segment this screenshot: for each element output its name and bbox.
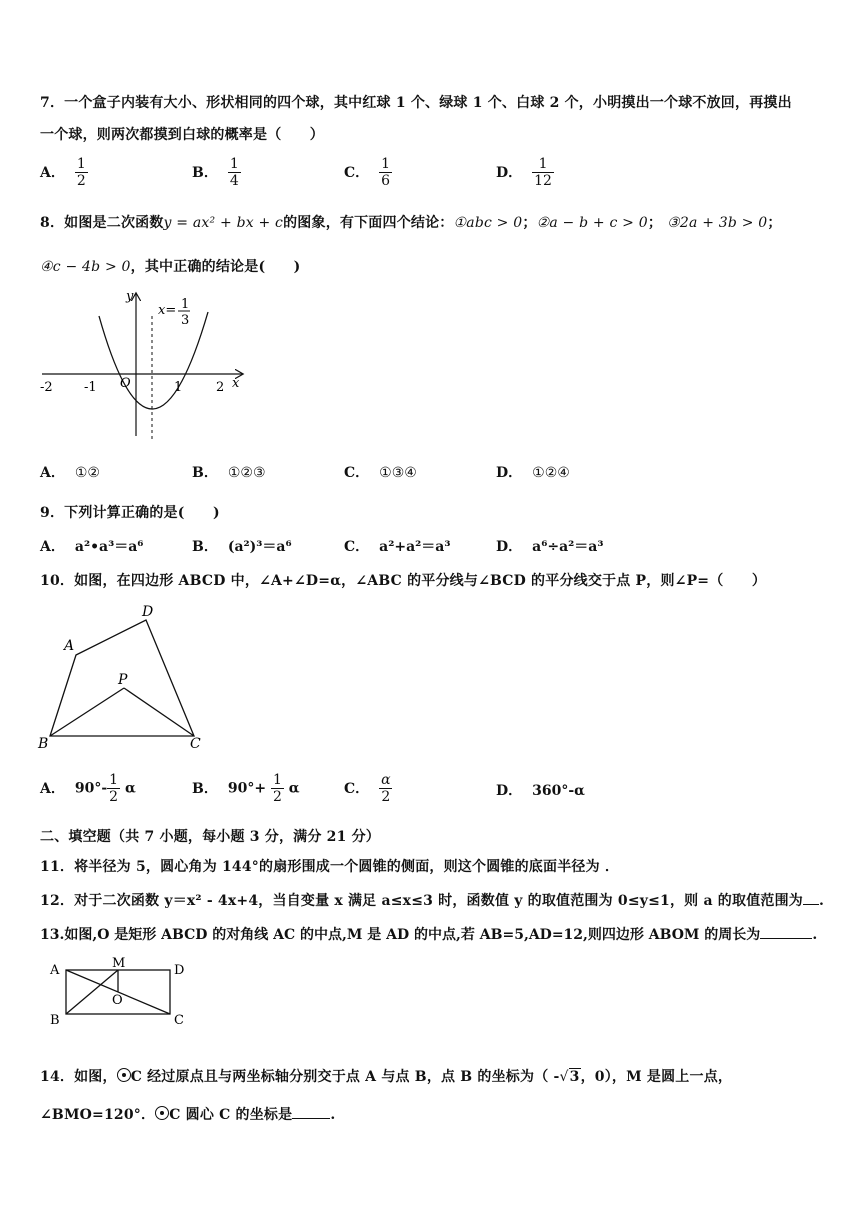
vertex-label-c: C — [174, 1013, 184, 1028]
q10-option-c[interactable]: C． $\frac{\alpha}{2}$ — [344, 772, 391, 805]
q8-stem-line2: ④c − 4b > 0，其中正确的结论是( ) — [40, 259, 301, 275]
q8-option-b[interactable]: B． ①②③ — [192, 465, 266, 481]
q12-stem: 12．对于二次函数 y＝x² - 4x+4，当自变量 x 满足 a≤x≤3 时，函数值 y 的取值范围为 0≤y≤1，则 a 的取值范围为 . — [40, 893, 825, 909]
fraction: $\frac{1}{12}$ — [534, 156, 552, 189]
q7-option-c[interactable]: C． $\frac{1}{6}$ — [344, 156, 391, 189]
vertex-label-b: B — [50, 1013, 60, 1028]
vertex-label-a: A — [50, 963, 60, 978]
q10-quadrilateral-figure — [36, 600, 216, 750]
y-axis-label: y — [126, 289, 134, 304]
q8-stem-line1: 8．如图是二次函数y = ax² + bx + c的图象，有下面四个结论：①abc > 0；②a − b + c > 0； ③2a + 3b > 0； — [40, 215, 782, 231]
vertex-label-a: A — [64, 638, 75, 654]
point-label-p: P — [118, 672, 128, 688]
q9-option-c[interactable]: C． a²+a²＝a³ — [344, 539, 451, 555]
q8-parabola-graph — [36, 286, 252, 446]
q7-stem-line1: 7．一个盒子内装有大小、形状相同的四个球，其中红球 1 个、绿球 1 个、白球 2 个，小明摸出一个球不放回，再摸出 — [40, 95, 792, 111]
q7-option-b[interactable]: B． $\frac{1}{4}$ — [192, 156, 239, 189]
q9-option-a[interactable]: A． a²•a³＝a⁶ — [40, 539, 144, 555]
tick-label: 2 — [216, 380, 225, 395]
q9-option-d[interactable]: D． a⁶÷a²＝a³ — [496, 539, 604, 555]
q7-stem-line2: 一个球，则两次都摸到白球的概率是（ ） — [40, 127, 324, 143]
vertex-label-d: D — [174, 963, 185, 978]
q9-option-b[interactable]: B． (a²)³＝a⁶ — [192, 539, 292, 555]
vertex-label-c: C — [190, 736, 201, 750]
q9-stem: 9．下列计算正确的是( ) — [40, 505, 220, 521]
q14-stem-line2: ∠BMO=120°． C 圆心 C 的坐标是 . — [40, 1107, 336, 1123]
fraction: $\frac{1}{2}$ — [109, 772, 119, 805]
q8-option-a[interactable]: A． ①② — [40, 465, 100, 481]
q10-option-d[interactable]: D． 360°-α — [496, 783, 585, 799]
q8-option-c[interactable]: C． ①③④ — [344, 465, 417, 481]
segment-bm — [66, 970, 118, 1014]
segment-bp — [50, 688, 124, 736]
q7-option-d[interactable]: D． $\frac{1}{12}$ — [496, 156, 552, 189]
vertex-label-d: D — [142, 604, 154, 620]
vertex-label-b: B — [38, 736, 49, 750]
answer-blank — [292, 1106, 330, 1119]
x-axis-label: x — [232, 376, 240, 391]
q13-stem: 13.如图,O 是矩形 ABCD 的对角线 AC 的中点,M 是 AD 的中点,若 AB=5,AD=12,则四边形 ABOM 的周长为 . — [40, 927, 818, 943]
symmetry-num: 1 — [181, 297, 190, 312]
answer-blank — [760, 926, 812, 939]
tick-label: -2 — [40, 380, 53, 395]
tick-label: -1 — [84, 380, 97, 395]
q10-stem: 10．如图，在四边形 ABCD 中，∠A+∠D=α，∠ABC 的平分线与∠BCD 的平分线交于点 P，则∠P=（ ） — [40, 573, 767, 589]
origin-label: O — [120, 376, 131, 391]
point-label-o: O — [112, 993, 123, 1008]
q8-function: y = ax² + bx + c — [163, 215, 284, 231]
section-heading: 二、填空题（共 7 小题，每小题 3 分，满分 21 分） — [40, 829, 381, 845]
q10-option-a[interactable]: A． 90°- $\frac{1}{2}$ α — [40, 772, 136, 805]
tick-label: 1 — [174, 380, 183, 395]
q13-rectangle-figure — [44, 956, 204, 1028]
q14-stem-line1: 14．如图， C 经过原点且与两坐标轴分别交于点 A 与点 B，点 B 的坐标为（ -√3，0），M 是圆上一点， — [40, 1069, 733, 1085]
fraction: $\frac{\alpha}{2}$ — [381, 772, 391, 805]
fraction: $\frac{1}{6}$ — [381, 156, 391, 189]
circle-symbol-icon — [117, 1068, 131, 1082]
answer-blank — [803, 892, 819, 905]
q10-option-b[interactable]: B． 90°+ $\frac{1}{2}$ α — [192, 772, 300, 805]
circle-symbol-icon — [155, 1106, 169, 1120]
symmetry-label: x= — [158, 303, 177, 318]
fraction: $\frac{1}{2}$ — [76, 156, 86, 189]
fraction: $\frac{1}{4}$ — [229, 156, 239, 189]
q7-option-a[interactable]: A． $\frac{1}{2}$ — [40, 156, 86, 189]
symmetry-den: 3 — [181, 313, 190, 328]
q8-option-d[interactable]: D． ①②④ — [496, 465, 570, 481]
parabola-curve — [99, 312, 208, 409]
fraction: $\frac{1}{2}$ — [272, 772, 282, 805]
point-label-m: M — [112, 956, 126, 971]
q11-stem: 11．将半径为 5，圆心角为 144°的扇形围成一个圆锥的侧面，则这个圆锥的底面半径为 ． — [40, 859, 620, 875]
